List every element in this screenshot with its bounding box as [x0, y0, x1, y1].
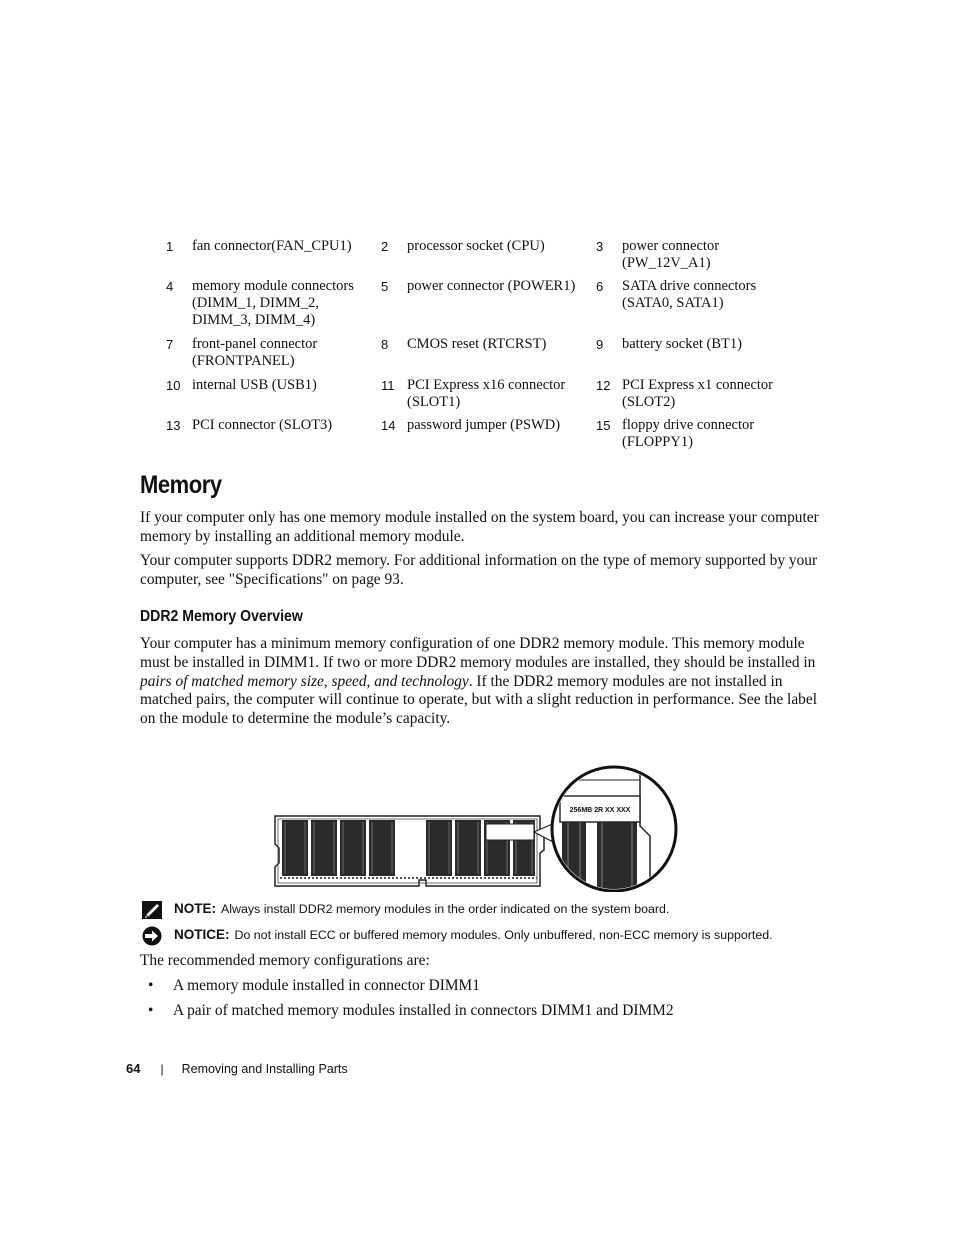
footer-separator: | — [160, 1061, 164, 1076]
note-text: Always install DDR2 memory modules in the order indicated on the system board. — [221, 902, 670, 916]
legend-cell: 10 internal USB (USB1) — [166, 377, 317, 393]
page-footer — [126, 1061, 348, 1076]
legend-cell: 1 fan connector(FAN_CPU1) — [166, 238, 352, 254]
legend-cell: 14 password jumper (PSWD) — [381, 417, 561, 433]
legend-cell: 13 PCI connector (SLOT3) — [166, 417, 333, 433]
legend-row — [160, 417, 820, 457]
arrow-notice-icon — [140, 926, 174, 946]
legend-row — [160, 377, 820, 417]
paragraph-ddr2-support: Your computer supports DDR2 memory. For additional information on the type of memory supported by your computer, see "Specifications" on page 93. — [140, 552, 818, 588]
memory-module-illustration — [272, 752, 692, 892]
list-item: • A memory module installed in connector DIMM1 — [148, 977, 480, 994]
legend-cell: 11 PCI Express x16 connector (SLOT1) — [381, 377, 566, 410]
legend-cell: 7 front-panel connector (FRONTPANEL) — [166, 336, 318, 369]
footer-chapter-title: Removing and Installing Parts — [181, 1061, 348, 1076]
legend-cell: 3 power connector (PW_12V_A1) — [596, 238, 720, 271]
legend-row — [160, 278, 820, 336]
paragraph-ddr2-overview: Your computer has a minimum memory configuration of one DDR2 memory module. This memory module must be installed in DIMM1. If two or more DDR2 memory modules are installed, they should be installed in pairs of matched memory size, speed, and technology. If the DDR2 memory modules are not installed in matched pairs, the computer will continue to operate, but with a slight reduction in performance. See the label on the module to determine the module’s capacity. — [140, 635, 817, 728]
legend-cell: 8 CMOS reset (RTCRST) — [381, 336, 547, 352]
legend-cell: 12 PCI Express x1 connector (SLOT2) — [596, 377, 774, 410]
legend-cell: 15 floppy drive connector (FLOPPY1) — [596, 417, 755, 450]
paragraph-memory-intro: If your computer only has one memory module installed on the system board, you can increase your computer memory by installing an additional memory module. — [140, 509, 819, 545]
notice-callout — [140, 926, 840, 946]
note-callout — [140, 900, 840, 920]
legend-cell: 4 memory module connectors (DIMM_1, DIMM_2, DIMM_3, DIMM_4) — [166, 278, 354, 328]
list-item: • A pair of matched memory modules installed in connectors DIMM1 and DIMM2 — [148, 1002, 674, 1019]
pencil-note-icon — [140, 900, 174, 920]
legend-row — [160, 238, 820, 278]
section-heading-memory: Memory — [140, 471, 222, 499]
magnified-label-callout — [552, 767, 676, 892]
subsection-heading-ddr2-overview: DDR2 Memory Overview — [140, 608, 303, 625]
connector-legend-table — [160, 238, 820, 457]
notice-label: NOTICE: — [174, 927, 230, 942]
legend-row — [160, 336, 820, 377]
note-label: NOTE: — [174, 901, 216, 916]
legend-cell: 9 battery socket (BT1) — [596, 336, 742, 352]
magnified-label-text: 256MB 2R XX XXX — [569, 807, 631, 814]
legend-cell: 6 SATA drive connectors (SATA0, SATA1) — [596, 278, 757, 311]
legend-cell: 2 processor socket (CPU) — [381, 238, 545, 254]
page-number: 64 — [126, 1061, 141, 1076]
notice-text: Do not install ECC or buffered memory modules. Only unbuffered, non-ECC memory is supported. — [234, 928, 773, 942]
paragraph-recommended-configs: The recommended memory configurations are: — [140, 952, 430, 969]
legend-cell: 5 power connector (POWER1) — [381, 278, 576, 294]
module-label-small — [486, 824, 534, 840]
